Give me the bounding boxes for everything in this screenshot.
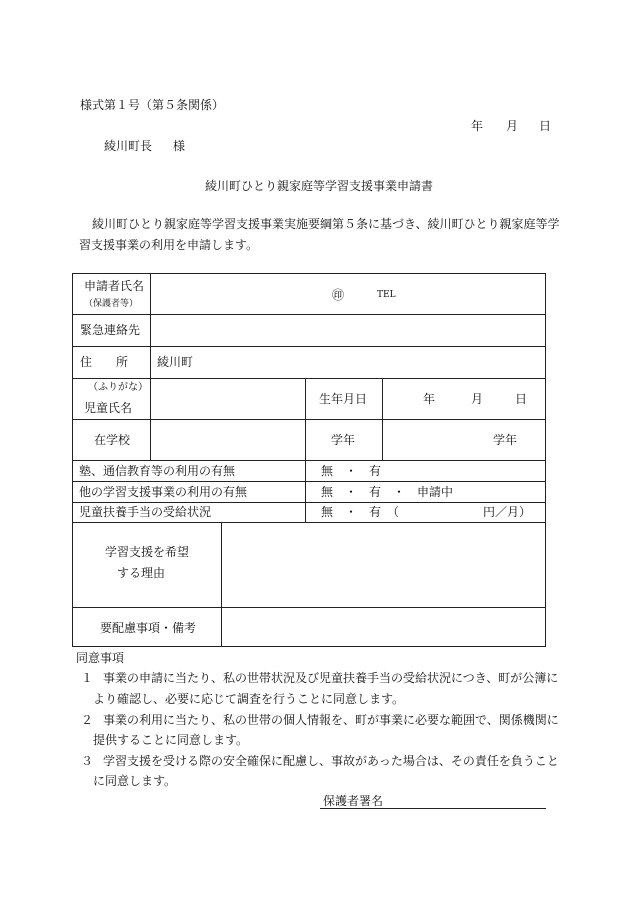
- other-support-options[interactable]: 無 ・ 有 ・ 申請中: [321, 485, 454, 499]
- table-row-divider: [72, 502, 546, 503]
- table-row-divider: [72, 419, 546, 420]
- date-day-label: 日: [539, 119, 552, 133]
- address-value[interactable]: 綾川町: [157, 355, 194, 369]
- consent-item-line: 提供することに同意します。: [93, 733, 249, 747]
- cram-school-options[interactable]: 無 ・ 有: [321, 464, 382, 478]
- table-border-left: [72, 273, 73, 647]
- table-row-divider: [72, 378, 546, 379]
- grade-label-2: 学年: [493, 433, 518, 447]
- seal-mark: ㊞: [332, 288, 345, 302]
- consent-item-line: より確認し、必要に応じて調査を行うことに同意します。: [93, 692, 405, 706]
- table-row-divider: [72, 346, 546, 347]
- intro-line-1: 綾川町ひとり親家庭等学習支援事業実施要綱第５条に基づき、綾川町ひとり親家庭等学: [92, 217, 560, 231]
- school-field[interactable]: [151, 420, 305, 460]
- date-year-label: 年: [471, 119, 484, 133]
- table-col-divider: [382, 378, 383, 460]
- consent-item-number: １: [81, 671, 94, 685]
- child-name-label: 児童氏名: [84, 401, 133, 415]
- applicant-name-label: 申請者氏名: [84, 279, 145, 293]
- allowance-options[interactable]: 無 ・ 有 （: [321, 505, 400, 519]
- table-row-divider: [72, 460, 546, 461]
- consent-item-number: ２: [81, 713, 94, 727]
- form-number: 様式第１号（第５条関係）: [80, 98, 225, 112]
- table-col-divider: [305, 378, 306, 522]
- applicant-sub-label: （保護者等）: [84, 299, 139, 309]
- other-support-label: 他の学習支援事業の利用の有無: [79, 485, 248, 499]
- consent-item-line: 事業の利用に当たり、私の世帯の個人情報を、町が事業に必要な範囲で、関係機関に: [103, 713, 559, 727]
- consent-heading: 同意事項: [76, 651, 125, 665]
- reason-label-line-2: する理由: [117, 566, 166, 580]
- emergency-contact-label: 緊急連絡先: [80, 323, 141, 337]
- child-name-field[interactable]: [151, 379, 305, 419]
- tel-label: TEL: [377, 290, 396, 300]
- notes-label: 要配慮事項・備考: [100, 621, 197, 635]
- notes-field[interactable]: [222, 608, 545, 646]
- document-title: 綾川町ひとり親家庭等学習支援事業申請書: [205, 179, 434, 193]
- cram-school-label: 塾、通信教育等の利用の有無: [79, 464, 236, 478]
- furigana-label: （ふりがな）: [88, 382, 148, 393]
- table-border-right: [545, 273, 546, 647]
- allowance-unit: 円／月）: [483, 505, 532, 519]
- reason-field[interactable]: [222, 523, 545, 607]
- address-label: 住 所: [80, 355, 129, 369]
- allowance-label: 児童扶養手当の受給状況: [79, 505, 212, 519]
- consent-item-number: ３: [81, 754, 94, 768]
- consent-item-line: 学習支援を受ける際の安全確保に配慮し、事故があった場合は、その責任を負うこと: [103, 754, 559, 768]
- addressee-suffix: 様: [173, 139, 186, 153]
- birthdate-label: 生年月日: [319, 392, 368, 406]
- birth-day-label: 日: [515, 392, 528, 406]
- reason-label-line-1: 学習支援を希望: [105, 545, 190, 559]
- applicant-name-field[interactable]: [151, 274, 545, 314]
- date-month-label: 月: [506, 119, 519, 133]
- table-row-divider: [72, 481, 546, 482]
- birth-year-label: 年: [423, 392, 436, 406]
- signature-label: 保護者署名: [323, 794, 384, 808]
- addressee: 綾川町長: [104, 139, 153, 153]
- grade-label-1: 学年: [331, 433, 356, 447]
- emergency-contact-field[interactable]: [151, 315, 545, 346]
- birth-month-label: 月: [471, 392, 484, 406]
- signature-line[interactable]: [320, 808, 546, 809]
- school-label: 在学校: [94, 433, 131, 447]
- consent-item-line: 事業の申請に当たり、私の世帯状況及び児童扶養手当の受給状況につき、町が公簿に: [103, 671, 559, 685]
- intro-line-2: 習支援事業の利用を申請します。: [79, 238, 259, 252]
- consent-item-line: に同意します。: [93, 774, 177, 788]
- table-border-bottom: [72, 646, 546, 647]
